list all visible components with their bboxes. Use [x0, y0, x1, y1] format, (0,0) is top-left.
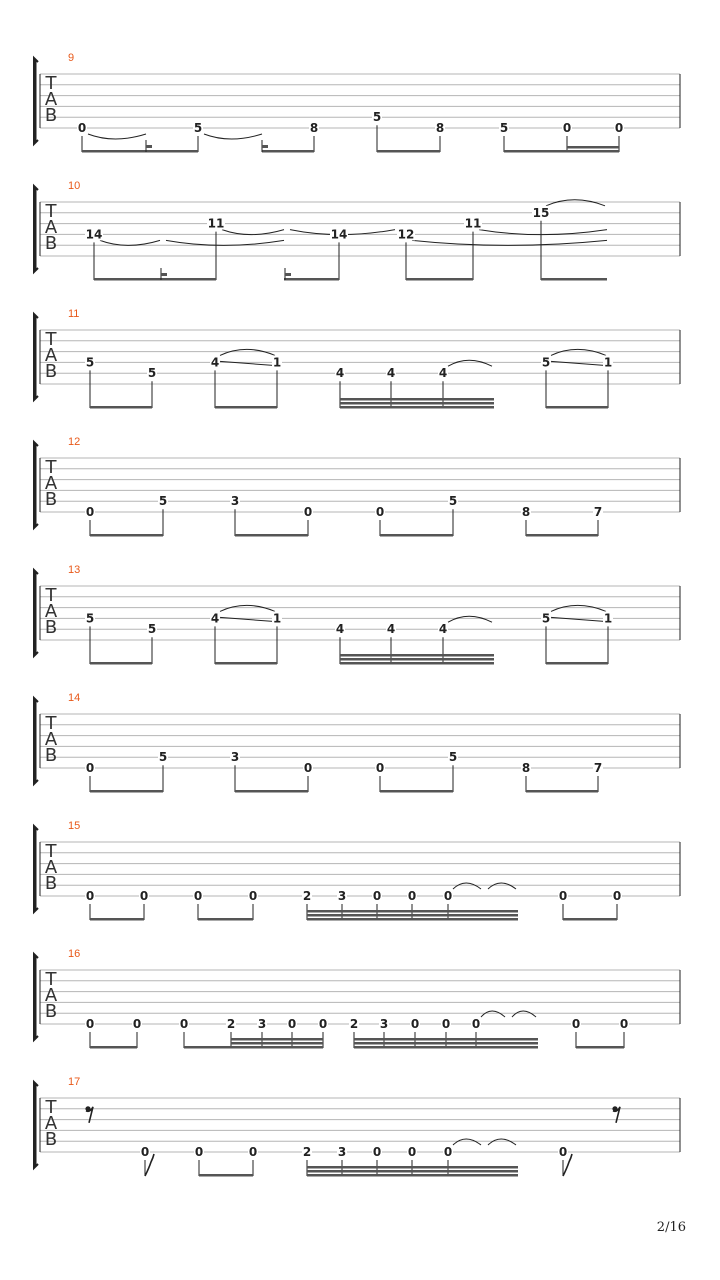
- fret-number: 11: [207, 216, 225, 231]
- beam: [340, 398, 494, 401]
- beam: [215, 662, 277, 665]
- beam: [82, 150, 198, 153]
- beam-stub: [285, 273, 291, 276]
- fret-number: 1: [603, 611, 613, 626]
- fret-number: 11: [464, 216, 482, 231]
- beam: [541, 278, 607, 281]
- beam: [184, 1046, 323, 1049]
- beam: [307, 1166, 518, 1169]
- fret-number: 3: [379, 1017, 389, 1031]
- measure-number: 14: [68, 692, 81, 704]
- tab-clef-letter: B: [44, 617, 58, 638]
- fret-number: 4: [210, 611, 220, 626]
- fret-number: 0: [612, 889, 622, 903]
- fret-number: 2: [349, 1017, 359, 1031]
- fret-number: 0: [441, 1017, 451, 1031]
- beam: [340, 662, 494, 665]
- fret-number: 5: [499, 121, 509, 135]
- fret-number: 8: [521, 761, 531, 775]
- slur: [512, 1011, 536, 1017]
- tab-system-11: [34, 308, 680, 409]
- fret-number: 8: [435, 121, 445, 135]
- tab-system-16: [34, 948, 680, 1049]
- slur: [222, 230, 284, 235]
- slur: [204, 134, 262, 139]
- beam: [231, 1042, 323, 1045]
- fret-number: 0: [558, 1145, 568, 1159]
- beam: [94, 278, 216, 281]
- fret-number: 0: [372, 1145, 382, 1159]
- beam: [377, 150, 440, 153]
- fret-number: 3: [337, 1145, 347, 1159]
- fret-number: 5: [147, 622, 157, 637]
- fret-number: 0: [132, 1017, 142, 1031]
- beam: [90, 790, 163, 793]
- fret-number: 0: [614, 121, 624, 135]
- fret-number: 2: [302, 889, 312, 903]
- fret-number: 8: [521, 505, 531, 519]
- tab-clef-letter: T: [45, 329, 57, 350]
- fret-number: 0: [407, 889, 417, 903]
- measure-number: 16: [68, 948, 81, 960]
- slur: [479, 230, 607, 235]
- measure-number: 13: [68, 564, 81, 576]
- beam: [546, 662, 608, 665]
- fret-number: 4: [386, 366, 396, 381]
- slur: [551, 349, 606, 355]
- fret-number: 5: [85, 611, 95, 626]
- fret-number: 1: [272, 611, 282, 626]
- fret-number: 0: [471, 1017, 481, 1031]
- tab-system-14: [34, 692, 680, 793]
- fret-number: 7: [593, 761, 603, 775]
- fret-number: 0: [375, 761, 385, 775]
- fret-number: 8: [309, 121, 319, 135]
- beam: [307, 910, 518, 913]
- fret-number: 0: [443, 1145, 453, 1159]
- tab-clef-letter: T: [45, 969, 57, 990]
- measure-number: 12: [68, 436, 81, 448]
- fret-number: 3: [230, 750, 240, 765]
- slur: [448, 616, 492, 622]
- fret-number: 0: [194, 1145, 204, 1159]
- tab-clef-letter: A: [44, 729, 58, 750]
- beam: [526, 534, 598, 537]
- fret-number: 0: [179, 1017, 189, 1031]
- beam: [567, 146, 619, 149]
- beam: [307, 918, 518, 921]
- beam: [90, 918, 144, 921]
- beam: [354, 1042, 538, 1045]
- slur: [220, 349, 275, 355]
- beam: [307, 1174, 518, 1177]
- tab-clef-letter: B: [44, 233, 58, 254]
- beam: [340, 406, 494, 409]
- beam: [307, 914, 518, 917]
- fret-number: 0: [248, 1145, 258, 1159]
- fret-number: 5: [85, 355, 95, 370]
- beam: [90, 1046, 137, 1049]
- fret-number: 5: [158, 494, 168, 509]
- beam: [307, 1170, 518, 1173]
- measure-number: 17: [68, 1076, 81, 1088]
- beam: [198, 918, 253, 921]
- fret-number: 0: [407, 1145, 417, 1159]
- beam: [380, 790, 453, 793]
- tab-clef-letter: T: [45, 841, 57, 862]
- fret-number: 2: [302, 1145, 312, 1159]
- tab-system-10: [34, 180, 680, 281]
- beam: [354, 1038, 538, 1041]
- fret-number: 0: [443, 889, 453, 903]
- fret-number: 0: [193, 889, 203, 903]
- fret-number: 3: [257, 1017, 267, 1031]
- slur: [88, 134, 146, 139]
- fret-number: 0: [558, 889, 568, 903]
- beam: [90, 406, 152, 409]
- beam: [526, 790, 598, 793]
- tab-clef-letter: A: [44, 473, 58, 494]
- fret-number: 4: [386, 622, 396, 637]
- fret-number: 2: [226, 1017, 236, 1031]
- fret-number: 14: [330, 227, 348, 242]
- fret-number: 5: [372, 110, 382, 125]
- beam: [340, 402, 494, 405]
- beam: [90, 534, 163, 537]
- tab-clef-letter: B: [44, 105, 58, 126]
- fret-number: 0: [303, 761, 313, 775]
- tab-clef-letter: T: [45, 585, 57, 606]
- beam-stub: [262, 145, 268, 148]
- tab-clef-letter: T: [45, 713, 57, 734]
- slur: [488, 1139, 516, 1145]
- measure-number: 9: [68, 52, 75, 64]
- fret-number: 0: [410, 1017, 420, 1031]
- fret-number: 12: [397, 227, 415, 242]
- beam: [406, 278, 473, 281]
- page-number: 2/16: [656, 1220, 686, 1235]
- slur: [220, 605, 275, 611]
- beam: [235, 534, 308, 537]
- fret-number: 5: [541, 611, 551, 626]
- tab-clef-letter: A: [44, 345, 58, 366]
- fret-number: 4: [335, 622, 345, 637]
- tab-system-13: [34, 564, 680, 665]
- fret-number: 7: [593, 505, 603, 519]
- fret-number: 15: [532, 205, 550, 220]
- fret-number: 4: [438, 366, 448, 381]
- tab-clef-letter: B: [44, 745, 58, 766]
- tab-clef-letter: T: [45, 1097, 57, 1118]
- fret-number: 3: [230, 494, 240, 509]
- slur: [412, 240, 607, 245]
- tab-clef-letter: T: [45, 457, 57, 478]
- slur: [551, 605, 606, 611]
- tab-clef-letter: A: [44, 217, 58, 238]
- tab-system-15: [34, 820, 680, 921]
- beam: [340, 654, 494, 657]
- tab-clef-letter: B: [44, 1001, 58, 1022]
- slur: [448, 360, 492, 366]
- beam: [340, 658, 494, 661]
- beam: [380, 534, 453, 537]
- measure-number: 15: [68, 820, 81, 832]
- fret-number: 4: [210, 355, 220, 370]
- slur: [453, 1139, 481, 1145]
- fret-number: 0: [85, 1017, 95, 1031]
- fret-number: 0: [77, 121, 87, 135]
- tab-system-17: [34, 1076, 680, 1177]
- fret-number: 5: [448, 494, 458, 509]
- beam: [231, 1038, 323, 1041]
- beam: [262, 150, 314, 153]
- slur: [100, 240, 160, 245]
- fret-number: 0: [139, 889, 149, 903]
- fret-number: 0: [562, 121, 572, 135]
- fret-number: 0: [85, 889, 95, 903]
- tab-system-9: [34, 52, 680, 153]
- fret-number: 4: [438, 622, 448, 637]
- tab-clef-letter: A: [44, 1113, 58, 1134]
- slur: [481, 1011, 505, 1017]
- fret-number: 0: [85, 505, 95, 519]
- fret-number: 1: [272, 355, 282, 370]
- fret-number: 0: [318, 1017, 328, 1031]
- beam: [354, 1046, 538, 1049]
- tab-clef-letter: B: [44, 873, 58, 894]
- slur: [453, 883, 481, 889]
- beam: [546, 406, 608, 409]
- tab-system-12: [34, 436, 680, 537]
- tab-clef-letter: B: [44, 1129, 58, 1150]
- tab-clef-letter: A: [44, 89, 58, 110]
- beam: [90, 662, 152, 665]
- fret-number: 1: [603, 355, 613, 370]
- fret-number: 0: [287, 1017, 297, 1031]
- beam: [199, 1174, 253, 1177]
- fret-number: 5: [147, 366, 157, 381]
- tab-clef-letter: A: [44, 857, 58, 878]
- fret-number: 0: [85, 761, 95, 775]
- tab-clef-letter: B: [44, 361, 58, 382]
- fret-number: 0: [375, 505, 385, 519]
- fret-number: 5: [541, 355, 551, 370]
- fret-number: 4: [335, 366, 345, 381]
- slur: [546, 200, 605, 206]
- beam: [284, 278, 339, 281]
- measure-number: 10: [68, 180, 81, 192]
- fret-number: 0: [571, 1017, 581, 1031]
- fret-number: 0: [248, 889, 258, 903]
- fret-number: 5: [193, 121, 203, 135]
- tab-clef-letter: A: [44, 601, 58, 622]
- tab-clef-letter: B: [44, 489, 58, 510]
- fret-number: 0: [303, 505, 313, 519]
- beam-stub: [161, 273, 167, 276]
- fret-number: 0: [372, 889, 382, 903]
- fret-number: 5: [158, 750, 168, 765]
- fret-number: 3: [337, 889, 347, 903]
- beam: [563, 918, 617, 921]
- slur: [166, 240, 284, 245]
- fret-number: 0: [619, 1017, 629, 1031]
- beam: [504, 150, 619, 153]
- fret-number: 5: [448, 750, 458, 765]
- beam: [235, 790, 308, 793]
- fret-number: 14: [85, 227, 103, 242]
- measure-number: 11: [68, 308, 80, 320]
- tab-clef-letter: T: [45, 73, 57, 94]
- slur: [488, 883, 516, 889]
- beam: [215, 406, 277, 409]
- fret-number: 0: [140, 1145, 150, 1159]
- beam: [576, 1046, 624, 1049]
- tab-clef-letter: T: [45, 201, 57, 222]
- beam-stub: [146, 145, 152, 148]
- tab-clef-letter: A: [44, 985, 58, 1006]
